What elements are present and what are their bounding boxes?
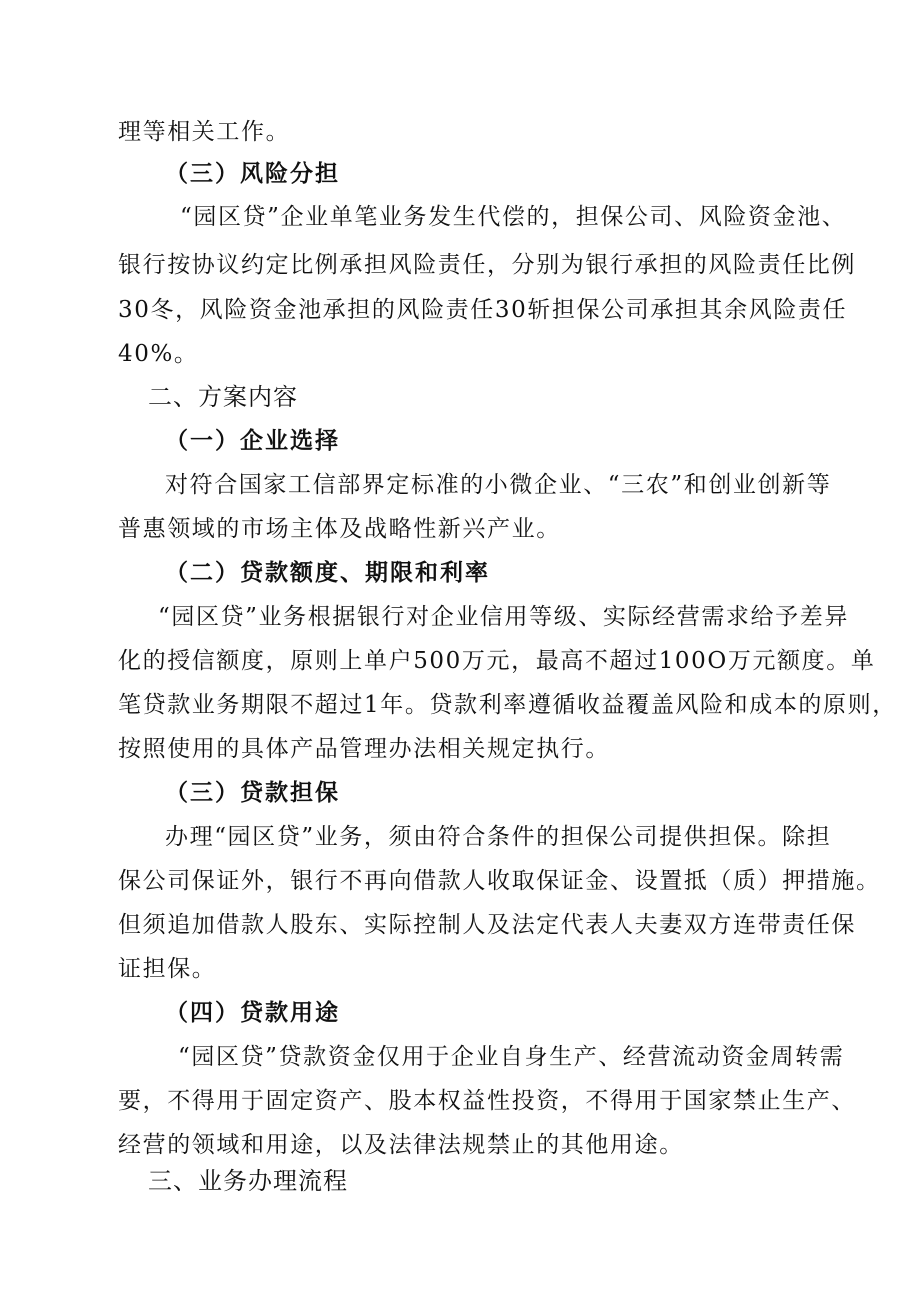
section-heading-business-process: 三、业务办理流程 <box>148 1167 348 1195</box>
body-line: 理等相关工作。 <box>118 119 291 145</box>
body-line: “园区贷”业务根据银行对企业信用等级、实际经营需求给予差异 <box>158 604 849 630</box>
body-line: 对符合国家工信部界定标准的小微企业、“三农”和创业创新等 <box>165 472 832 498</box>
body-line: 40%。 <box>118 341 199 367</box>
body-line: 普惠领域的市场主体及战略性新兴产业。 <box>118 516 561 542</box>
body-line: “园区贷”贷款资金仅用于企业自身生产、经营流动资金周转需 <box>178 1044 845 1070</box>
body-line: “园区贷”企业单笔业务发生代偿的，担保公司、风险资金池、 <box>180 204 847 230</box>
subheading-loan-purpose: （四）贷款用途 <box>165 999 340 1026</box>
subheading-risk-sharing: （三）风险分担 <box>165 160 340 187</box>
subheading-loan-guarantee: （三）贷款担保 <box>165 779 340 806</box>
body-line: 银行按协议约定比例承担风险责任，分别为银行承担的风险责任比例 <box>118 252 856 278</box>
subheading-loan-amount-term-rate: （二）贷款额度、期限和利率 <box>165 559 490 586</box>
body-line: 经营的领域和用途，以及法律法规禁止的其他用途。 <box>118 1132 684 1158</box>
body-line: 笔贷款业务期限不超过1年。贷款利率遵循收益覆盖风险和成本的原则， <box>118 692 897 718</box>
body-line: 证担保。 <box>118 956 217 982</box>
body-line: 按照使用的具体产品管理办法相关规定执行。 <box>118 736 610 762</box>
body-line: 要，不得用于固定资产、股本权益性投资，不得用于国家禁止生产、 <box>118 1088 856 1114</box>
body-line: 保公司保证外，银行不再向借款人收取保证金、设置抵（质）押措施。 <box>118 868 881 894</box>
subheading-enterprise-selection: （一）企业选择 <box>165 427 340 454</box>
body-line: 但须追加借款人股东、实际控制人及法定代表人夫妻双方连带责任保 <box>118 912 856 938</box>
body-line: 办理“园区贷”业务，须由符合条件的担保公司提供担保。除担 <box>165 824 832 850</box>
section-heading-plan-content: 二、方案内容 <box>148 383 298 411</box>
body-line: 30冬，风险资金池承担的风险责任30斩担保公司承担其余风险责任 <box>118 297 848 323</box>
body-line: 化的授信额度，原则上单户500万元，最高不超过100O万元额度。单 <box>118 648 876 674</box>
